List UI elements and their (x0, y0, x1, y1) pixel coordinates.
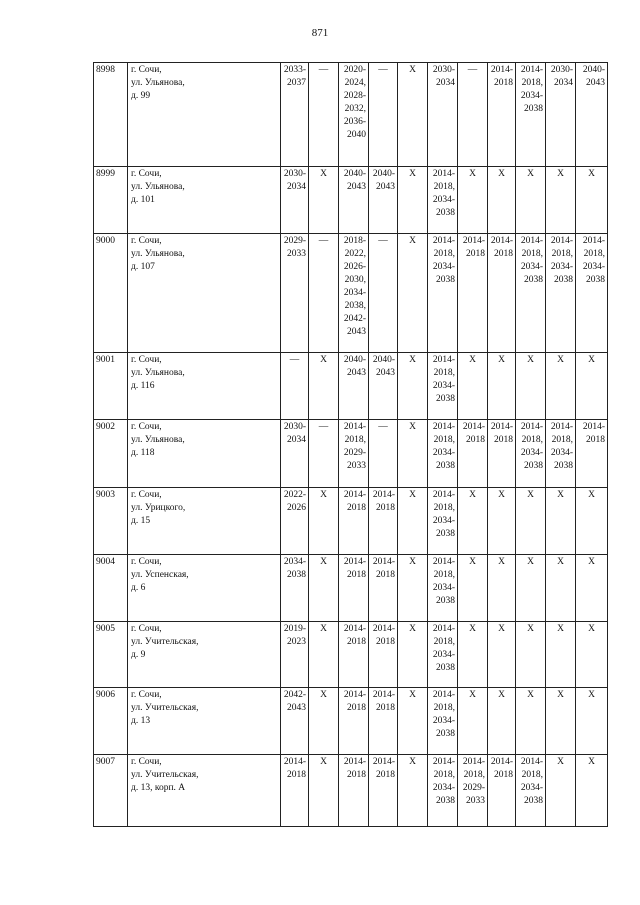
cell-col-9: Х (516, 622, 546, 688)
cell-col-6: 2014- 2018, 2034- 2038 (428, 555, 458, 622)
cell-col-6: 2014- 2018, 2034- 2038 (428, 353, 458, 420)
table-row (94, 622, 608, 688)
cell-col-7: Х (458, 488, 488, 555)
row-address: г. Сочи, ул. Ульянова, д. 99 (128, 63, 281, 167)
cell-col-10: 2014- 2018, 2034- 2038 (546, 420, 576, 488)
row-address: г. Сочи, ул. Ульянова, д. 118 (128, 420, 281, 488)
row-number: 9007 (94, 755, 128, 827)
cell-col-7: 2014- 2018 (458, 234, 488, 353)
cell-col-5: Х (398, 167, 428, 234)
cell-col-11: Х (576, 167, 608, 234)
cell-col-11: Х (576, 622, 608, 688)
cell-col-3: 2020- 2024, 2028- 2032, 2036- 2040 (339, 63, 369, 167)
row-address: г. Сочи, ул. Ульянова, д. 116 (128, 353, 281, 420)
cell-col-2: Х (309, 488, 339, 555)
cell-col-7: Х (458, 622, 488, 688)
cell-col-2: — (309, 234, 339, 353)
cell-col-3: 2018- 2022, 2026- 2030, 2034- 2038, 2042- 2043 (339, 234, 369, 353)
cell-col-1: 2030- 2034 (281, 167, 309, 234)
cell-col-2: — (309, 63, 339, 167)
row-address: г. Сочи, ул. Урицкого, д. 15 (128, 488, 281, 555)
cell-col-6: 2014- 2018, 2034- 2038 (428, 234, 458, 353)
cell-col-8: 2014- 2018 (488, 234, 516, 353)
cell-col-2: Х (309, 353, 339, 420)
cell-col-8: 2014- 2018 (488, 420, 516, 488)
cell-col-3: 2014- 2018, 2029- 2033 (339, 420, 369, 488)
cell-col-3: 2014- 2018 (339, 555, 369, 622)
cell-col-9: Х (516, 353, 546, 420)
cell-col-5: Х (398, 755, 428, 827)
cell-col-11: Х (576, 755, 608, 827)
cell-col-8: Х (488, 622, 516, 688)
row-number: 9002 (94, 420, 128, 488)
cell-col-11: 2014- 2018, 2034- 2038 (576, 234, 608, 353)
cell-col-4: 2014- 2018 (369, 622, 398, 688)
row-address: г. Сочи, ул. Успенская, д. 6 (128, 555, 281, 622)
cell-col-9: 2014- 2018, 2034- 2038 (516, 234, 546, 353)
row-number: 9005 (94, 622, 128, 688)
table-row (94, 234, 608, 353)
cell-col-5: Х (398, 688, 428, 755)
cell-col-2: Х (309, 167, 339, 234)
row-address: г. Сочи, ул. Учительская, д. 13, корп. А (128, 755, 281, 827)
cell-col-7: Х (458, 167, 488, 234)
cell-col-10: Х (546, 167, 576, 234)
cell-col-2: Х (309, 622, 339, 688)
cell-col-11: 2040- 2043 (576, 63, 608, 167)
cell-col-5: Х (398, 420, 428, 488)
row-address: г. Сочи, ул. Учительская, д. 13 (128, 688, 281, 755)
cell-col-11: Х (576, 488, 608, 555)
cell-col-7: Х (458, 688, 488, 755)
cell-col-9: 2014- 2018, 2034- 2038 (516, 420, 546, 488)
cell-col-3: 2014- 2018 (339, 755, 369, 827)
row-number: 9006 (94, 688, 128, 755)
cell-col-8: 2014- 2018 (488, 755, 516, 827)
row-number: 9001 (94, 353, 128, 420)
cell-col-4: 2040- 2043 (369, 353, 398, 420)
table-row (94, 167, 608, 234)
cell-col-9: 2014- 2018, 2034- 2038 (516, 755, 546, 827)
cell-col-11: Х (576, 688, 608, 755)
row-number: 8999 (94, 167, 128, 234)
cell-col-10: 2030- 2034 (546, 63, 576, 167)
cell-col-6: 2014- 2018, 2034- 2038 (428, 755, 458, 827)
cell-col-4: — (369, 234, 398, 353)
cell-col-6: 2014- 2018, 2034- 2038 (428, 488, 458, 555)
cell-col-10: Х (546, 353, 576, 420)
row-number: 9003 (94, 488, 128, 555)
cell-col-8: Х (488, 167, 516, 234)
cell-col-3: 2014- 2018 (339, 488, 369, 555)
cell-col-11: Х (576, 353, 608, 420)
cell-col-4: 2014- 2018 (369, 488, 398, 555)
cell-col-3: 2014- 2018 (339, 622, 369, 688)
row-number: 8998 (94, 63, 128, 167)
cell-col-4: 2014- 2018 (369, 688, 398, 755)
cell-col-1: 2030- 2034 (281, 420, 309, 488)
cell-col-8: 2014- 2018 (488, 63, 516, 167)
cell-col-1: 2033- 2037 (281, 63, 309, 167)
row-number: 9004 (94, 555, 128, 622)
table-row (94, 688, 608, 755)
cell-col-6: 2014- 2018, 2034- 2038 (428, 167, 458, 234)
cell-col-6: 2014- 2018, 2034- 2038 (428, 420, 458, 488)
cell-col-6: 2014- 2018, 2034- 2038 (428, 688, 458, 755)
cell-col-4: — (369, 63, 398, 167)
cell-col-5: Х (398, 555, 428, 622)
cell-col-4: 2014- 2018 (369, 555, 398, 622)
cell-col-5: Х (398, 488, 428, 555)
cell-col-6: 2030- 2034 (428, 63, 458, 167)
cell-col-1: 2029- 2033 (281, 234, 309, 353)
cell-col-11: 2014- 2018 (576, 420, 608, 488)
table-row (94, 488, 608, 555)
cell-col-9: Х (516, 488, 546, 555)
cell-col-1: — (281, 353, 309, 420)
cell-col-7: Х (458, 353, 488, 420)
cell-col-5: Х (398, 353, 428, 420)
cell-col-10: Х (546, 622, 576, 688)
cell-col-6: 2014- 2018, 2034- 2038 (428, 622, 458, 688)
row-number: 9000 (94, 234, 128, 353)
cell-col-1: 2042- 2043 (281, 688, 309, 755)
cell-col-10: Х (546, 555, 576, 622)
cell-col-5: Х (398, 63, 428, 167)
cell-col-9: Х (516, 167, 546, 234)
cell-col-3: 2014- 2018 (339, 688, 369, 755)
cell-col-9: Х (516, 688, 546, 755)
cell-col-2: — (309, 420, 339, 488)
cell-col-4: 2040- 2043 (369, 167, 398, 234)
cell-col-8: Х (488, 555, 516, 622)
cell-col-7: 2014- 2018, 2029- 2033 (458, 755, 488, 827)
cell-col-8: Х (488, 688, 516, 755)
row-address: г. Сочи, ул. Учительская, д. 9 (128, 622, 281, 688)
table-row (94, 555, 608, 622)
cell-col-1: 2034- 2038 (281, 555, 309, 622)
cell-col-5: Х (398, 622, 428, 688)
cell-col-9: Х (516, 555, 546, 622)
table-row (94, 353, 608, 420)
cell-col-2: Х (309, 555, 339, 622)
cell-col-3: 2040- 2043 (339, 167, 369, 234)
cell-col-10: Х (546, 488, 576, 555)
cell-col-7: 2014- 2018 (458, 420, 488, 488)
cell-col-1: 2014- 2018 (281, 755, 309, 827)
cell-col-3: 2040- 2043 (339, 353, 369, 420)
table-row (94, 420, 608, 488)
schedule-table (93, 62, 608, 827)
cell-col-2: Х (309, 688, 339, 755)
cell-col-4: 2014- 2018 (369, 755, 398, 827)
cell-col-11: Х (576, 555, 608, 622)
row-address: г. Сочи, ул. Ульянова, д. 107 (128, 234, 281, 353)
table-row (94, 63, 608, 167)
cell-col-9: 2014- 2018, 2034- 2038 (516, 63, 546, 167)
cell-col-1: 2019- 2023 (281, 622, 309, 688)
row-address: г. Сочи, ул. Ульянова, д. 101 (128, 167, 281, 234)
cell-col-10: 2014- 2018, 2034- 2038 (546, 234, 576, 353)
cell-col-5: Х (398, 234, 428, 353)
cell-col-2: Х (309, 755, 339, 827)
cell-col-10: Х (546, 755, 576, 827)
cell-col-8: Х (488, 353, 516, 420)
table-row (94, 755, 608, 827)
cell-col-4: — (369, 420, 398, 488)
page-number: 871 (311, 27, 329, 39)
cell-col-7: Х (458, 555, 488, 622)
cell-col-10: Х (546, 688, 576, 755)
cell-col-8: Х (488, 488, 516, 555)
cell-col-1: 2022- 2026 (281, 488, 309, 555)
cell-col-7: — (458, 63, 488, 167)
